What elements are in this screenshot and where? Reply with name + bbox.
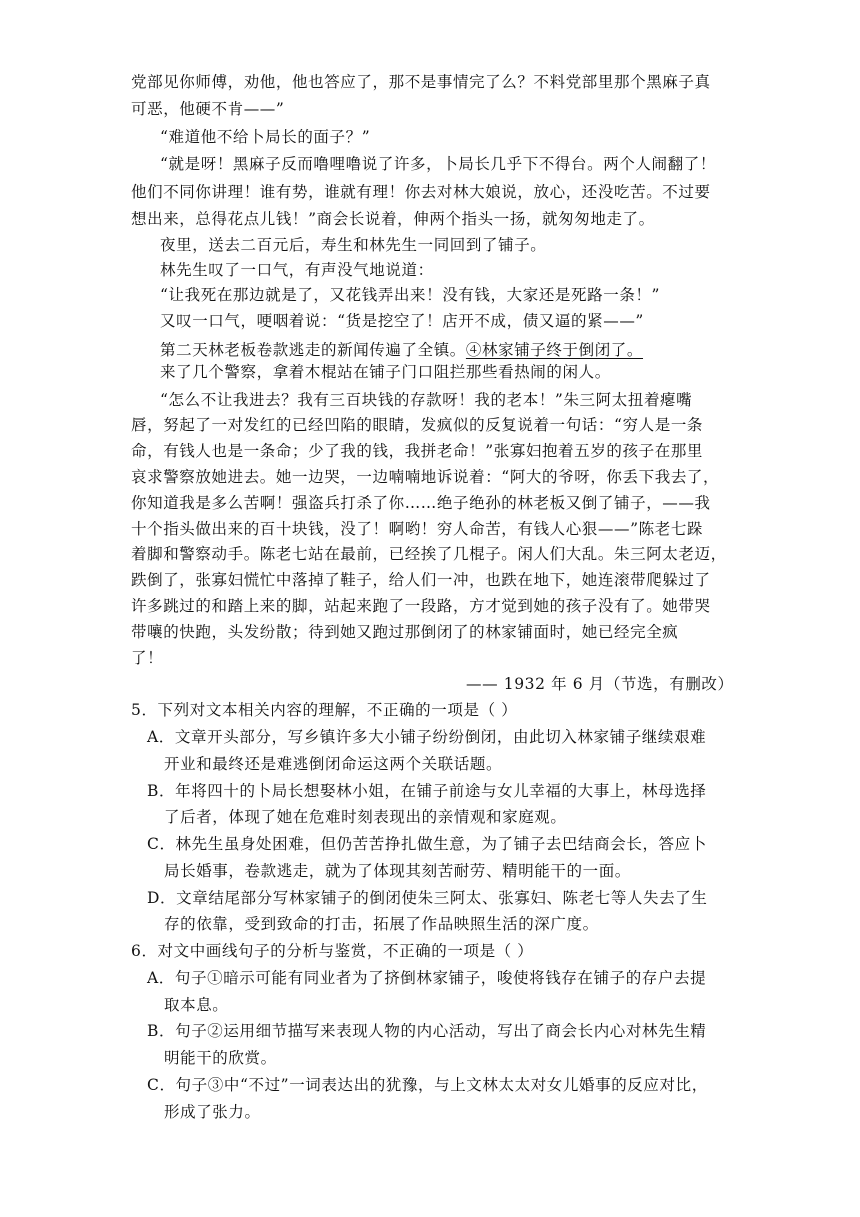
underlined-sentence-4: ④林家铺子终于倒闭了。 — [465, 341, 644, 359]
text-line: 林先生叹了一口气，有声没气地说道： — [160, 261, 434, 279]
source-note: —— 1932 年 6 月（节选，有删改） — [466, 675, 734, 693]
text-line: 着脚和警察动手。陈老七站在最前，已经挨了几棍子。闲人们大乱。朱三阿太老迈， — [131, 545, 727, 563]
option-6b: B．句子②运用细节描写来表现人物的内心活动，写出了商会长内心对林先生精 — [147, 1022, 707, 1040]
text-line: 想出来，总得花点儿钱！”商会长说着，伸两个指头一扬，就匆匆地走了。 — [131, 210, 655, 228]
text-line: 来了几个警察，拿着木棍站在铺子门口阻拦那些看热闹的闲人。 — [160, 363, 611, 381]
option-6a: A．句子①暗示可能有同业者为了挤倒林家铺子，唆使将钱存在铺子的存户去提 — [147, 969, 707, 987]
option-5b: B．年将四十的卜局长想娶林小姐，在铺子前途与女儿幸福的大事上，林母选择 — [147, 782, 707, 800]
text-line: “难道他不给卜局长的面子？” — [160, 128, 371, 146]
text-line: 了！ — [131, 649, 164, 667]
text-line: “就是呀！黑麻子反而噜哩噜说了许多，卜局长几乎下不得台。两个人闹翻了！ — [160, 155, 716, 173]
text-line: 许多跳过的和踏上来的脚，站起来跑了一段路，方才觉到她的孩子没有了。她带哭 — [131, 597, 711, 615]
text-line: 党部见你师傅，劝他，他也答应了，那不是事情完了么？不料党部里那个黑麻子真 — [131, 73, 711, 91]
text-line: 命，有钱人也是一条命；少了我的钱，我拼老命！”张寡妇抱着五岁的孩子在那里 — [131, 442, 704, 460]
question-5-stem: 5．下列对文本相关内容的理解，不正确的一项是（ ） — [131, 701, 518, 719]
option-5d: D．文章结尾部分写林家铺子的倒闭使朱三阿太、张寡妇、陈老七等人失去了生 — [147, 889, 708, 907]
option-5a: 开业和最终还是难逃倒闭命运这两个关联话题。 — [164, 755, 503, 773]
option-5c: 局长婚事，卷款逃走，就为了体现其刻苦耐劳、精明能干的一面。 — [164, 862, 631, 880]
text-line: “让我死在那边就是了，又花钱弄出来！没有钱，大家还是死路一条！” — [160, 286, 661, 304]
option-6b: 明能干的欣赏。 — [164, 1049, 277, 1067]
option-5c: C．林先生虽身处困难，但仍苦苦挣扎做生意，为了铺子去巴结商会长，答应卜 — [147, 835, 707, 853]
news-sentence: 第二天林老板卷款逃走的新闻传遍了全镇。 — [160, 341, 466, 359]
question-6-stem: 6．对文中画线句子的分析与鉴赏，不正确的一项是（ ） — [131, 942, 534, 960]
option-5d: 存的依靠，受到致命的打击，拓展了作品映照生活的深广度。 — [164, 915, 599, 933]
text-line: 带嚷的快跑，头发纷散；待到她又跑过那倒闭了的林家铺面时，她已经完全疯 — [131, 623, 679, 641]
text-line: 夜里，送去二百元后，寿生和林先生一同回到了铺子。 — [160, 236, 547, 254]
text-line: 跌倒了，张寡妇慌忙中落掉了鞋子，给人们一冲，也跌在地下，她连滚带爬躲过了 — [131, 571, 711, 589]
text-line: 又叹一口气，哽咽着说：“货是挖空了！店开不成，债又逼的紧——” — [160, 312, 644, 330]
text-line: 可恶，他硬不肯——” — [131, 100, 285, 118]
text-line: 唇，努起了一对发红的已经凹陷的眼睛，发疯似的反复说着一句话：“穷人是一条 — [131, 416, 704, 434]
text-line: 你知道我是多么苦啊！强盗兵打杀了你……绝子绝孙的林老板又倒了铺子，——我 — [131, 494, 711, 512]
text-line — [160, 340, 643, 360]
option-5b: 了后者，体现了她在危难时刻表现出的亲情观和家庭观。 — [164, 808, 567, 826]
text-line: “怎么不让我进去？我有三百块钱的存款呀！我的老本！”朱三阿太扭着瘪嘴 — [160, 391, 693, 409]
option-6c: 形成了张力。 — [164, 1103, 261, 1121]
text-line: 哀求警察放她进去。她一边哭，一边喃喃地诉说着：“阿大的爷呀，你丢下我去了， — [131, 468, 720, 486]
option-5a: A．文章开头部分，写乡镇许多大小铺子纷纷倒闭，由此切入林家铺子继续艰难 — [147, 728, 707, 746]
text-line: 他们不同你讲理！谁有势，谁就有理！你去对林大娘说，放心，还没吃苦。不过要 — [131, 183, 711, 201]
option-6a: 取本息。 — [164, 996, 229, 1014]
text-line: 十个指头做出来的百十块钱，没了！啊哟！穷人命苦，有钱人心狠——”陈老七跺 — [131, 520, 704, 538]
option-6c: C．句子③中“不过”一词表达出的犹豫，与上文林太太对女儿婚事的反应对比， — [147, 1076, 708, 1094]
